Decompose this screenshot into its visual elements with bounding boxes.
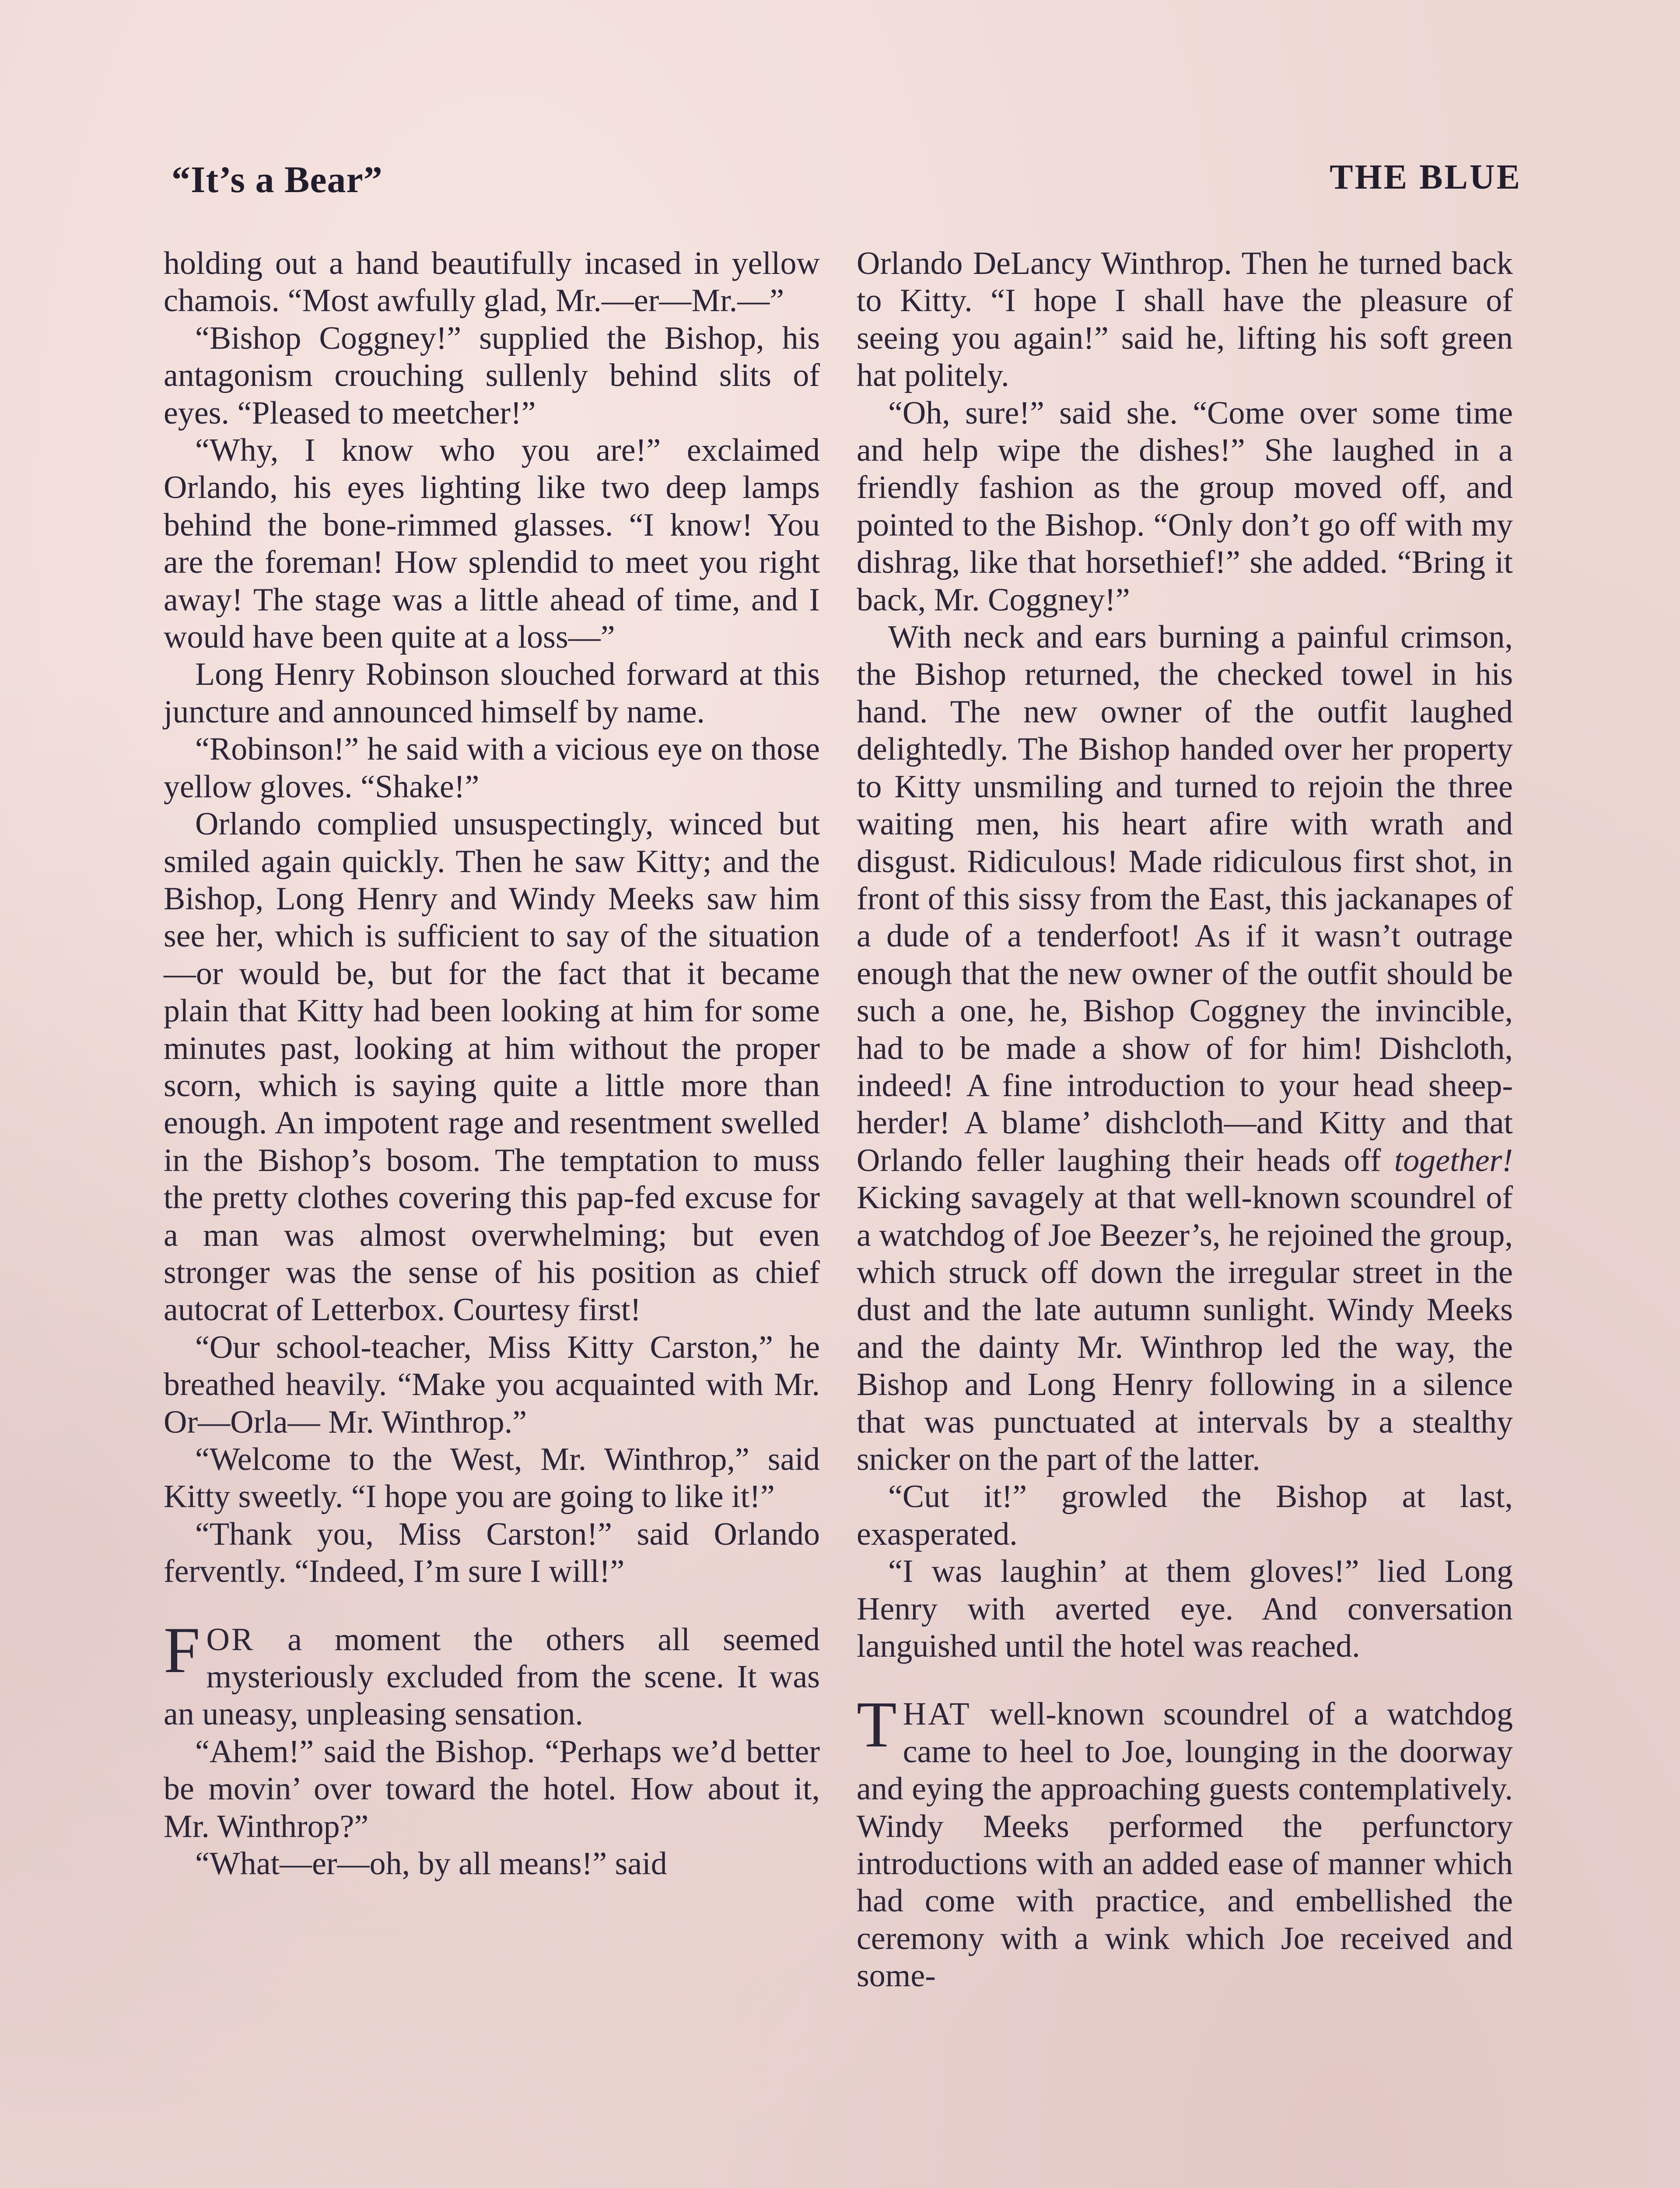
- paragraph: “Welcome to the West, Mr. Winthrop,” said Kitty sweetly. “I hope you are going to like it!”: [164, 1441, 820, 1515]
- section-break-paragraph: [857, 1688, 1513, 1995]
- paragraph: Orlando DeLancy Winthrop. Then he turned back to Kitty. “I hope I shall have the pleasure of seeing you again!” said he, lifting his soft green hat politely.: [857, 245, 1513, 394]
- paragraph-text: With neck and ears burning a painful crimson, the Bishop returned, the checked towel in his hand. The new owner of the outfit laughed delightedly. The Bishop handed over her property to Kitty unsmiling and turned to rejoin the three waiting men, his heart afire with wrath and disgust. Ridiculous! Made ridiculous first shot, in front of this sissy from the East, this jackanapes of a dude of a tenderfoot! As if it wasn’t outrage enough that the new owner of the outfit should be such a one, he, Bishop Coggney the invincible, had to be made a show of for him! Dishcloth, indeed! A fine introduction to your head sheep-herder! A blame’ dishcloth—and Kitty and that Orlando feller laughing their heads off: [857, 619, 1513, 1178]
- paragraph: Long Henry Robinson slouched forward at this juncture and announced himself by name.: [164, 656, 820, 730]
- paragraph: “What—er—oh, by all means!” said: [195, 1846, 667, 1882]
- small-caps-lead: OR: [206, 1621, 255, 1658]
- paragraph: holding out a hand beautifully incased in yellow chamois. “Most awfully glad, Mr.—er—Mr.—”: [164, 245, 820, 319]
- paragraph-text: Kicking savagely at that well-known scoundrel of a watchdog of Joe Beezer’s, he rejoined the group, which struck off down the irregular street in the dust and the late autumn sunlight. Windy Meeks and the dainty Mr. Winthrop led the way, the Bishop and Long Henry following in a silence that was punctuated at intervals by a stealthy snicker on the part of the latter.: [857, 1180, 1513, 1477]
- paragraph: “I was laughin’ at them gloves!” lied Long Henry with averted eye. And conversation languished until the hotel was reached.: [857, 1553, 1513, 1665]
- paragraph: “Robinson!” he said with a vicious eye on those yellow gloves. “Shake!”: [164, 731, 820, 805]
- paragraph: “Oh, sure!” said she. “Come over some time and help wipe the dishes!” She laughed in a friendly fashion as the group moved off, and pointed to the Bishop. “Only don’t go off with my dishrag, like that horsethief!” she added. “Bring it back, Mr. Coggney!”: [857, 395, 1513, 618]
- paragraph: “Thank you, Miss Carston!” said Orlando fervently. “Indeed, I’m sure I will!”: [164, 1516, 820, 1590]
- paragraph: “Our school-teacher, Miss Kitty Carston,” he breathed heavily. “Make you acquainted with Mr. Or—Orla— Mr. Winthrop.”: [164, 1329, 820, 1440]
- section-break-paragraph: [164, 1613, 820, 1733]
- small-caps-lead: HAT: [903, 1696, 971, 1732]
- left-text-column: [164, 245, 820, 1883]
- paragraph: [857, 619, 1513, 1478]
- paragraph: “Bishop Coggney!” supplied the Bishop, his antagonism crouching sullenly behind slits of eyes. “Pleased to meetcher!”: [164, 320, 820, 431]
- drop-cap-letter: T: [857, 1688, 897, 1761]
- paragraph: Orlando complied unsuspectingly, winced but smiled again quickly. Then he saw Kitty; and the Bishop, Long Henry and Windy Meeks saw him see her, which is sufficient to say of the situation—or would be, but for the fact that it became plain that Kitty had been looking at him for some minutes past, looking at him without the proper scorn, which is saying quite a little more than enough. An impotent rage and resentment swelled in the Bishop’s bosom. The temptation to muss the pretty clothes covering this pap-fed excuse for a man was almost overwhelming; but even stronger was the sense of his position as chief autocrat of Letterbox. Courtesy first!: [164, 806, 820, 1328]
- paragraph: “Why, I know who you are!” exclaimed Orlando, his eyes lighting like two deep lamps behind the bone-rimmed glasses. “I know! You are the foreman! How splendid to meet you right away! The stage was a little ahead of time, and I would have been quite at a loss—”: [164, 432, 820, 656]
- drop-cap-letter: F: [164, 1613, 200, 1687]
- paragraph-text: well-known scoundrel of a watchdog came to heel to Joe, lounging in the doorway and eying the approaching guests contemplatively. Windy Meeks performed the perfunctory introductions with an added ease of manner which had come with practice, and embellished the ceremony with a wink which Joe received and some-: [857, 1696, 1513, 1994]
- italic-emphasis: together!: [1394, 1142, 1513, 1178]
- paragraph: “Cut it!” growled the Bishop at last, exasperated.: [857, 1479, 1513, 1552]
- paragraph-text: a moment the others all seemed mysteriously excluded from the scene. It was an uneasy, unpleasing sensation.: [164, 1621, 820, 1732]
- right-text-column: [857, 245, 1513, 1995]
- paragraph: “Ahem!” said the Bishop. “Perhaps we’d better be movin’ over toward the hotel. How about it, Mr. Winthrop?”: [164, 1733, 820, 1844]
- running-head-magazine: THE BLUE: [1330, 158, 1522, 196]
- running-head-title: “It’s a Bear”: [172, 158, 383, 200]
